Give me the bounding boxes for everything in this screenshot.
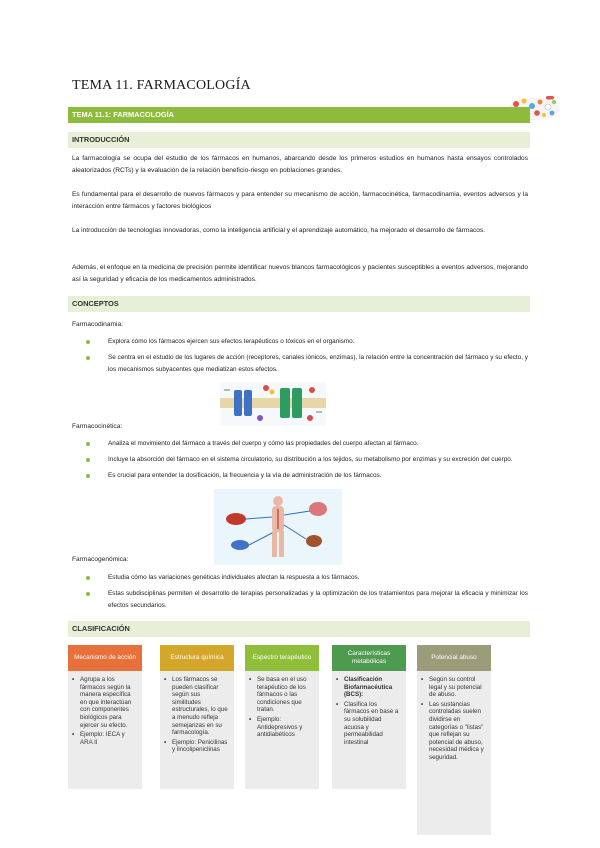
farmacocinetica-list	[86, 438, 528, 486]
bullet-icon	[86, 576, 90, 580]
list-item: Incluye la absorción del fármaco en el sistema circulatorio, su distribución a los tejidos, su metabolismo por enzimas y su excreción del cuerpo.	[86, 454, 528, 466]
bullet-icon	[86, 356, 90, 360]
classification-column-mecanismo	[68, 645, 142, 789]
list-item: • Según su control legal y su potencial de abuso.	[421, 676, 487, 699]
bullet-icon	[86, 458, 90, 462]
section-title: TEMA 11.1: FARMACOLOGÍA	[68, 107, 530, 123]
list-item: • Ejemplo: Penicilinas y lincolipeniclinas	[164, 739, 230, 754]
list-item: • Clasificación Biofarmacéutica (BCS):	[336, 676, 402, 699]
list-item: • Ejemplo: IECA y ARA II	[72, 731, 138, 746]
column-title: Espectro terapéutico	[245, 645, 319, 671]
farmacodinamia-list	[86, 336, 528, 380]
list-item: Analiza el movimiento del fármaco a través del cuerpo y cómo las propiedades del cuerpo afectan al fármaco.	[86, 438, 528, 450]
classification-heading: CLASIFICACIÓN	[68, 621, 530, 637]
intro-paragraph-2: Es fundamental para el desarrollo de nuevos fármacos y para entender su mecanismo de acción, farmacocinética, farmacodinamia, eventos adversos y la interacción entre fármacos y factores biológicos	[72, 191, 528, 210]
intro-paragraph-3: La introducción de tecnologías innovadoras, como la inteligencia artificial y el aprendizaje automático, ha mejorado el desarrollo de fármacos.	[72, 227, 486, 234]
column-title: Potencial abuso	[417, 645, 491, 671]
bullet-icon	[86, 592, 90, 596]
concepts-heading: CONCEPTOS	[68, 296, 530, 312]
pharmacokinetics-diagram	[214, 489, 342, 565]
farmacogenomica-label: Farmacogenómica:	[72, 556, 129, 563]
farmacogenomica-list	[86, 572, 528, 616]
list-item: Estudia cómo las variaciones genéticas individuales afectan la respuesta a los fármacos.	[86, 572, 528, 584]
intro-heading: INTRODUCCIÓN	[68, 132, 530, 148]
list-item: • Se basa en el uso terapéutico de los fármacos o las condiciones que tratan.	[249, 676, 315, 714]
list-item: • Ejemplo: Antidepresivos y antidiabéticos	[249, 716, 315, 739]
list-item: • Las sustancias controladas suelen dividirse en categorías o "listas" que reflejan su potencial de abuso, necesidad médica y seguridad.	[421, 701, 487, 762]
list-item: • Agrupa a los fármacos según la manera específica en que interactúan con componentes biológicos para ejercer su efecto.	[72, 676, 138, 729]
bullet-icon	[86, 474, 90, 478]
list-item: • Clasifica los fármacos en base a su solubilidad acuosa y permeabilidad intestinal	[336, 701, 402, 747]
doc-title: TEMA 11. FARMACOLOGÍA	[72, 78, 251, 93]
bullet-icon	[86, 340, 90, 344]
list-item: Estas subdisciplinas permiten el desarrollo de terapias personalizadas y la optimización de los tratamientos para mejorar la eficacia y minimizar los efectos secundarios.	[86, 588, 528, 612]
intro-paragraph-1: La farmacología se ocupa del estudio de los fármacos en humanos, abarcando desde los primeros estudios en humanos hasta ensayos controlados aleatorizados (RCTs) y la evaluación de la relación beneficio-riesgo en poblaciones grandes.	[72, 155, 528, 174]
list-item: Es crucial para entender la dosificación, la frecuencia y la vía de administración de los fármacos.	[86, 470, 528, 482]
classification-column-caracteristicas	[332, 645, 406, 789]
list-item: Explora cómo los fármacos ejercen sus efectos terapéuticos o tóxicos en el organismo.	[86, 336, 528, 348]
intro-paragraph-4: Además, el enfoque en la medicina de precisión permite identificar nuevos blancos farmacológicos y pacientes susceptibles a eventos adversos, mejorando así la seguridad y eficacia de los medicamentos administrados.	[72, 264, 528, 283]
receptor-diagram	[220, 382, 326, 426]
classification-column-estructura	[160, 645, 234, 789]
list-item: • Los fármacos se pueden clasificar según sus similitudes estructurales, lo que a menudo refleja semejanzas en su farmacología.	[164, 676, 230, 737]
column-title: Estructura química	[160, 645, 234, 671]
list-item: Se centra en el estudio de los lugares de acción (receptores, canales iónicos, enzimas), la relación entre la concentración del fármaco y su efecto, y los mecanismos subyacentes que mediatizan estos efectos.	[86, 352, 528, 376]
classification-column-espectro	[245, 645, 319, 789]
farmacocinetica-label: Farmacocinética:	[72, 423, 123, 430]
column-title: Mecanismo de acción	[68, 645, 142, 671]
farmacodinamia-label: Farmacodinamia:	[72, 321, 123, 328]
column-title: Características metabólicas	[332, 645, 406, 671]
classification-column-potencial	[417, 645, 491, 835]
bullet-icon	[86, 442, 90, 446]
